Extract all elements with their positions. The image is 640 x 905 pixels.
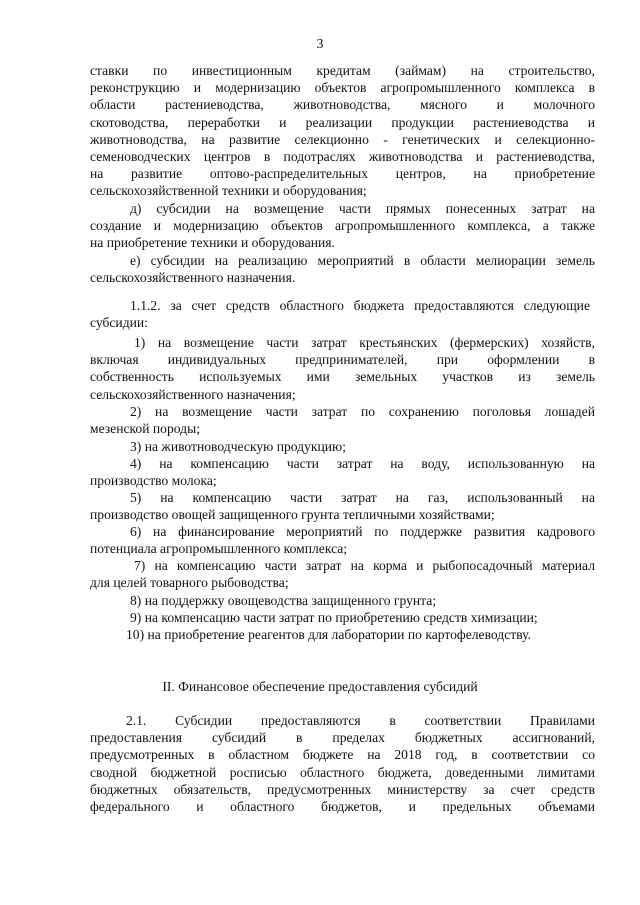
text-line: сельскохозяйственного назначения.	[90, 270, 296, 286]
list-item-9	[90, 609, 595, 626]
paragraph-2-1	[90, 712, 595, 815]
text-line: на приобретение техники и оборудования.	[90, 235, 335, 251]
text-line: семеноводческих центров в подотраслях животноводства и растениеводства,	[90, 148, 595, 164]
list-item-6	[90, 523, 595, 557]
list-item-8	[90, 592, 595, 609]
text-line: на развитие оптово-распределительных центров, на приобретение	[90, 166, 595, 182]
text-line: собственность используемых ими земельных участков из земель	[90, 369, 595, 385]
text-line: 4) на компенсацию части затрат на воду, использованную на	[130, 456, 595, 471]
text-line: 6) на финансирование мероприятий по поддержке развития кадрового	[130, 524, 595, 539]
paragraph-d	[90, 200, 595, 252]
list-item-4	[90, 455, 595, 489]
text-line: реконструкцию и модернизацию объектов агропромышленного комплекса в	[90, 80, 595, 96]
list-item-5	[90, 489, 595, 523]
page-number: 3	[316, 37, 324, 52]
text-line: 9) на компенсацию части затрат по приобретению средств химизации;	[130, 610, 538, 625]
text-line: потенциала агропромышленного комплекса;	[90, 541, 348, 557]
text-line: 10) на приобретение реагентов для лаборатории по картофелеводству.	[126, 627, 531, 642]
text-line: предоставления субсидий в пределах бюджетных ассигнований,	[90, 730, 595, 746]
text-line: животноводства, на развитие селекционно - генетических и селекционно-	[90, 131, 595, 147]
text-line: мезенской породы;	[90, 421, 200, 437]
text-line: федерального и областного бюджетов, и предельных объемами	[90, 798, 595, 814]
list-item-3	[90, 438, 595, 455]
list-item-1	[90, 334, 595, 403]
text-line: предусмотренных в областном бюджете на 2018 год, в соответствии со	[90, 747, 595, 763]
text-line: д) субсидии на возмещение части прямых понесенных затрат на	[130, 201, 595, 216]
list-item-2	[90, 403, 595, 437]
text-line: бюджетных обязательств, предусмотренных министерству за счет средств	[90, 781, 595, 797]
section-1-1-2	[90, 297, 595, 331]
text-line: 5) на компенсацию части затрат на газ, использованный на	[130, 490, 595, 505]
text-line: 1) на возмещение части затрат крестьянских (фермерских) хозяйств,	[134, 335, 595, 350]
text-line: производство овощей защищенного грунта тепличными хозяйствами;	[90, 507, 495, 523]
section-heading: II. Финансовое обеспечение предоставления субсидий	[162, 679, 478, 694]
text-line: 8) на поддержку овощеводства защищенного грунта;	[130, 593, 437, 608]
text-line: ставки по инвестиционным кредитам (займам) на строительство,	[90, 63, 595, 78]
text-line: 7) на компенсацию части затрат на корма и рыбопосадочный материал	[134, 558, 595, 573]
text-line: сельскохозяйственного назначения;	[90, 386, 296, 402]
text-line: области растениеводства, животноводства, мясного и молочного	[90, 97, 595, 113]
text-line: 1.1.2. за счет средств областного бюджета предоставляются следующие	[130, 298, 590, 313]
text-line: для целей товарного рыбоводства;	[90, 575, 289, 591]
list-item-7	[90, 557, 595, 591]
text-line: 3) на животноводческую продукцию;	[130, 439, 346, 454]
text-line: 2) на возмещение части затрат по сохранению поголовья лошадей	[130, 404, 595, 419]
text-line: создание и модернизацию объектов агропромышленного комплекса, а также	[90, 218, 595, 234]
text-line: субсидии:	[90, 315, 148, 331]
text-line: производство молока;	[90, 473, 217, 489]
text-line: сельскохозяйственной техники и оборудования;	[90, 183, 367, 199]
text-line: 2.1. Субсидии предоставляются в соответствии Правилами	[126, 713, 595, 728]
list-item-10	[90, 626, 595, 643]
paragraph-e	[90, 252, 595, 286]
text-line: е) субсидии на реализацию мероприятий в области мелиорации земель	[130, 253, 595, 268]
paragraph-c-continued	[90, 62, 595, 200]
text-line: сводной бюджетной росписью областного бюджета, доведенными лимитами	[90, 764, 595, 780]
text-line: включая индивидуальных предпринимателей, при оформлении в	[90, 352, 595, 368]
text-line: скотоводства, переработки и реализации продукции растениеводства и	[90, 114, 595, 130]
